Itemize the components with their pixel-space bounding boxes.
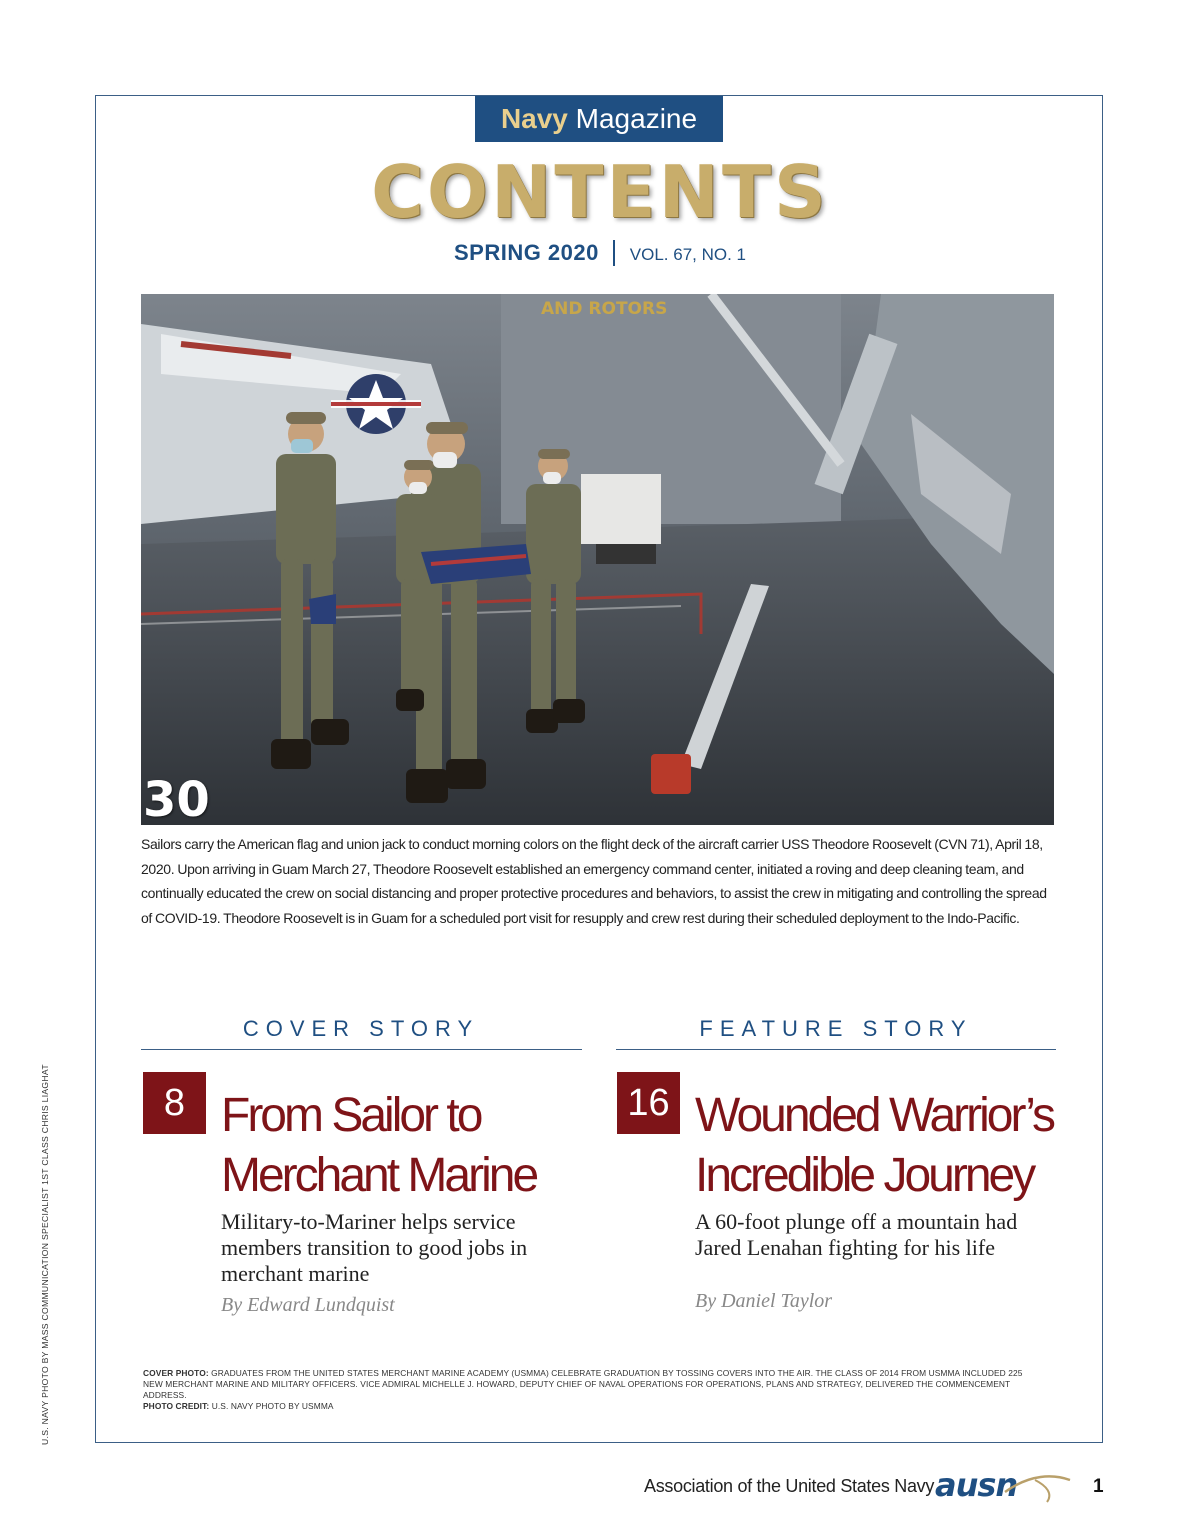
issue-volume: VOL. 67, NO. 1 — [629, 245, 747, 264]
cover-story-title-line2: Merchant Marine — [221, 1149, 537, 1202]
issue-season: SPRING 2020 — [453, 240, 599, 265]
feature-story-title-line1: Wounded Warrior’s — [695, 1089, 1054, 1142]
cover-story-title-line1: From Sailor to — [221, 1089, 481, 1142]
page-title: CONTENTS — [371, 150, 829, 234]
issue-divider — [613, 240, 615, 266]
cover-photo-text: GRADUATES FROM THE UNITED STATES MERCHANT MARINE ACADEMY (USMMA) CELEBRATE GRADUATION BY TOSSING COVERS INTO THE AIR. THE CLASS OF 2014 FROM USMMA INCLUDED 225 NEW MERCHANT MARINE AND MILITARY OFFICERS. VICE ADMIRAL MICHELLE J. HOWARD, DEPUTY CHIEF OF NAVAL OPERATIONS FOR OPERATIONS, PLANS AND STRATEGY, DELIVERED THE COMMENCEMENT ADDRESS. — [143, 1368, 1023, 1400]
masthead-brand-bold: Navy — [500, 103, 568, 134]
ausn-logo-swoosh-icon — [935, 1466, 1075, 1506]
feature-story-byline: By Daniel Taylor — [695, 1290, 833, 1312]
cover-story-label: COVER STORY — [242, 1016, 480, 1041]
cover-photo-label: COVER PHOTO: — [143, 1368, 209, 1378]
masthead — [475, 96, 723, 142]
side-photo-credit: U.S. NAVY PHOTO BY MASS COMMUNICATION SPECIALIST 1ST CLASS CHRIS LIAGHAT — [40, 1064, 50, 1445]
footer-organization: Association of the United States Navy — [644, 1476, 935, 1496]
feature-story-title-line2: Incredible Journey — [695, 1149, 1034, 1202]
cover-story-page-number: 8 — [143, 1072, 206, 1134]
cover-story-dek: Military-to-Mariner helps service members transition to good jobs in merchant marine — [221, 1209, 528, 1286]
feature-story-dek: A 60-foot plunge off a mountain had Jared Lenahan fighting for his life — [695, 1209, 1018, 1260]
feature-story-title — [695, 1086, 1053, 1206]
ausn-logo — [935, 1466, 1075, 1506]
photo-page-number: 30 — [143, 772, 210, 828]
flight-deck-illustration — [141, 294, 1054, 825]
photo-credit-text: U.S. NAVY PHOTO BY USMMA — [211, 1401, 334, 1411]
deck-sign: AND ROTORS — [541, 299, 668, 319]
feature-story-rule — [616, 1049, 1056, 1050]
cover-photo-note — [143, 1368, 1043, 1412]
cover-story-byline: By Edward Lundquist — [221, 1294, 395, 1316]
page-number: 1 — [1093, 1476, 1104, 1497]
feature-story-label: FEATURE STORY — [699, 1016, 973, 1041]
ausn-logo-text: ausn — [935, 1466, 1018, 1504]
feature-photo — [141, 294, 1054, 825]
cover-story-rule — [141, 1049, 582, 1050]
masthead-brand-rest: Magazine — [575, 103, 698, 134]
cover-story-title — [221, 1086, 536, 1206]
issue-line — [0, 240, 1200, 266]
photo-credit-label: PHOTO CREDIT: — [143, 1401, 210, 1411]
feature-story-page-number: 16 — [617, 1072, 680, 1134]
photo-caption: Sailors carry the American flag and union jack to conduct morning colors on the flight deck of the aircraft carrier USS Theodore Roosevelt (CVN 71), April 18, 2020. Upon arriving in Guam March 27, Theodore Roosevelt established an emergency command center, initiated a roving and deep cleaning team, and continually educated the crew on social distancing and proper protective procedures and behaviors, to assist the crew in mitigating and controlling the spread of COVID-19. Theodore Roosevelt is in Guam for a scheduled port visit for resupply and crew rest during their scheduled deployment to the Indo-Pacific. — [141, 836, 1047, 926]
